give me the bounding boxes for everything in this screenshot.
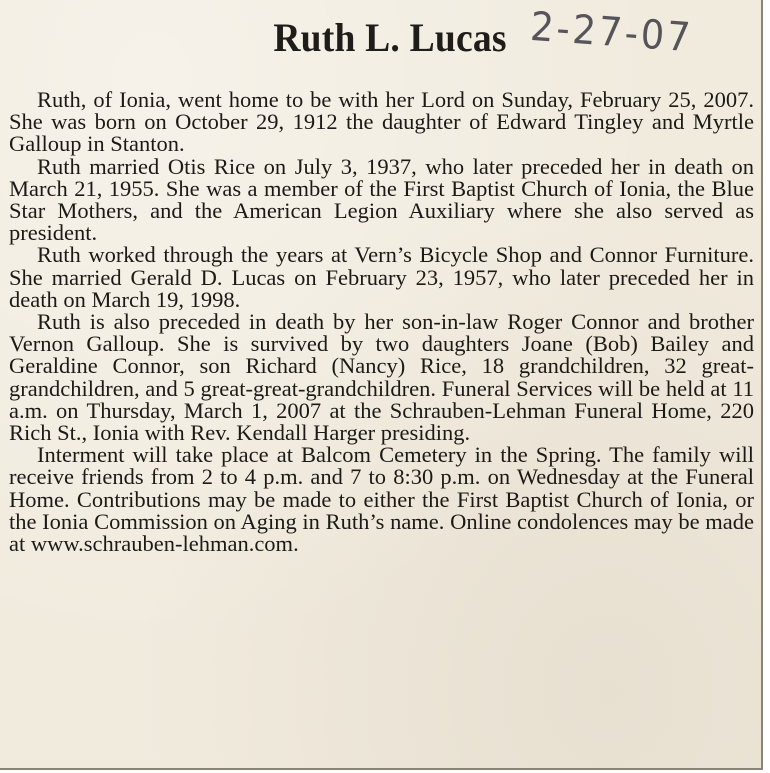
handwritten-date-annotation: 2-27-07: [528, 4, 695, 62]
obituary-paragraph: Interment will take place at Balcom Cemetery in the Spring. The family will receive friends from 2 to 4 p.m. and 7 to 8:30 p.m. on Wednesday at the Funeral Home. Contributions may be made to either the First Baptist Church of Ionia, or the Ionia Commission on Aging in Ruth’s name. Online condolences may be made at www.schrauben-lehman.com.: [9, 442, 754, 557]
obituary-paragraph: Ruth worked through the years at Vern’s Bicycle Shop and Connor Furniture. She married Gerald D. Lucas on February 23, 1957, who later preceded her in death on March 19, 1998.: [9, 242, 754, 312]
obituary-title: Ruth L. Lucas: [273, 15, 507, 60]
obituary-body: [9, 89, 754, 555]
obituary-paragraph: Ruth is also preceded in death by her son-in-law Roger Connor and brother Vernon Galloup. She is survived by two daughters Joane (Bob) Bailey and Geraldine Connor, son Richard (Nancy) Rice, 18 grandchildren, 32 great-grandchildren, and 5 great-great-grandchildren. Funeral Services will be held at 11 a.m. on Thursday, March 1, 2007 at the Schrauben-Lehman Funeral Home, 220 Rich St., Ionia with Rev. Kendall Harger presiding.: [9, 309, 754, 446]
obituary-paragraph: Ruth, of Ionia, went home to be with her Lord on Sunday, February 25, 2007. She was born on October 29, 1912 the daughter of Edward Tingley and Myrtle Galloup in Stanton.: [9, 87, 754, 157]
obituary-paragraph: Ruth married Otis Rice on July 3, 1937, who later preceded her in death on March 21, 1955. She was a member of the First Baptist Church of Ionia, the Blue Star Mothers, and the American Legion Auxiliary where she also served as president.: [9, 153, 754, 246]
